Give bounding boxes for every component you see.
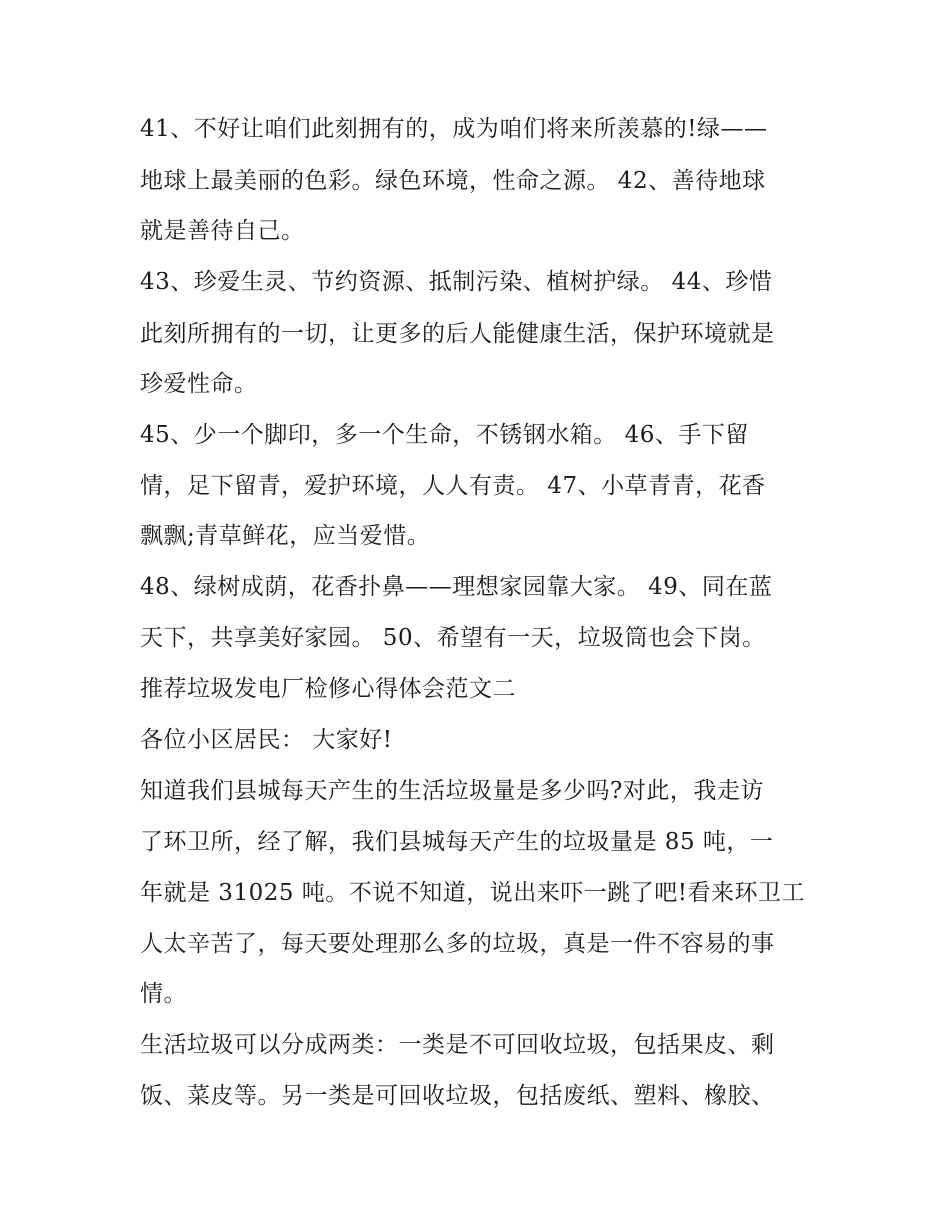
- text-line-18: 情。: [140, 981, 187, 1007]
- text-line-11: 天下，共享美好家园。 50、希望有一天，垃圾筒也会下岗。: [140, 625, 766, 651]
- section-heading: 推荐垃圾发电厂检修心得体会范文二: [140, 676, 516, 702]
- text-line-5: 此刻所拥有的一切，让更多的后人能健康生活，保护环境就是: [140, 321, 775, 347]
- text-line-1: 41、不好让咱们此刻拥有的，成为咱们将来所羡慕的!绿——: [140, 116, 768, 142]
- greeting-line: 各位小区居民： 大家好!: [140, 727, 393, 753]
- text-line-6: 珍爱性命。: [140, 371, 258, 397]
- text-line-16: 年就是 31025 吨。不说不知道，说出来吓一跳了吧!看来环卫工: [140, 880, 806, 906]
- text-line-2: 地球上最美丽的色彩。绿色环境，性命之源。 42、善待地球: [140, 168, 766, 194]
- text-line-10: 48、绿树成荫，花香扑鼻——理想家园靠大家。 49、同在蓝: [140, 574, 773, 600]
- text-line-8: 情，足下留青，爱护环境，人人有责。 47、小草青青，花香: [140, 473, 766, 499]
- text-line-20: 饭、菜皮等。另一类是可回收垃圾，包括废纸、塑料、橡胶、: [140, 1083, 775, 1109]
- text-line-4: 43、珍爱生灵、节约资源、抵制污染、植树护绿。 44、珍惜: [140, 269, 773, 295]
- text-line-9: 飘飘;青草鲜花，应当爱惜。: [140, 523, 431, 549]
- text-line-14: 知道我们县城每天产生的生活垃圾量是多少吗?对此，我走访: [140, 778, 764, 804]
- text-line-15: 了环卫所，经了解，我们县城每天产生的垃圾量是 85 吨，一: [140, 829, 774, 855]
- text-line-17: 人太辛苦了，每天要处理那么多的垃圾，真是一件不容易的事: [140, 931, 775, 957]
- text-line-3: 就是善待自己。: [140, 218, 305, 244]
- text-line-19: 生活垃圾可以分成两类：一类是不可回收垃圾，包括果皮、剩: [140, 1032, 775, 1058]
- text-line-7: 45、少一个脚印，多一个生命，不锈钢水箱。 46、手下留: [140, 422, 749, 448]
